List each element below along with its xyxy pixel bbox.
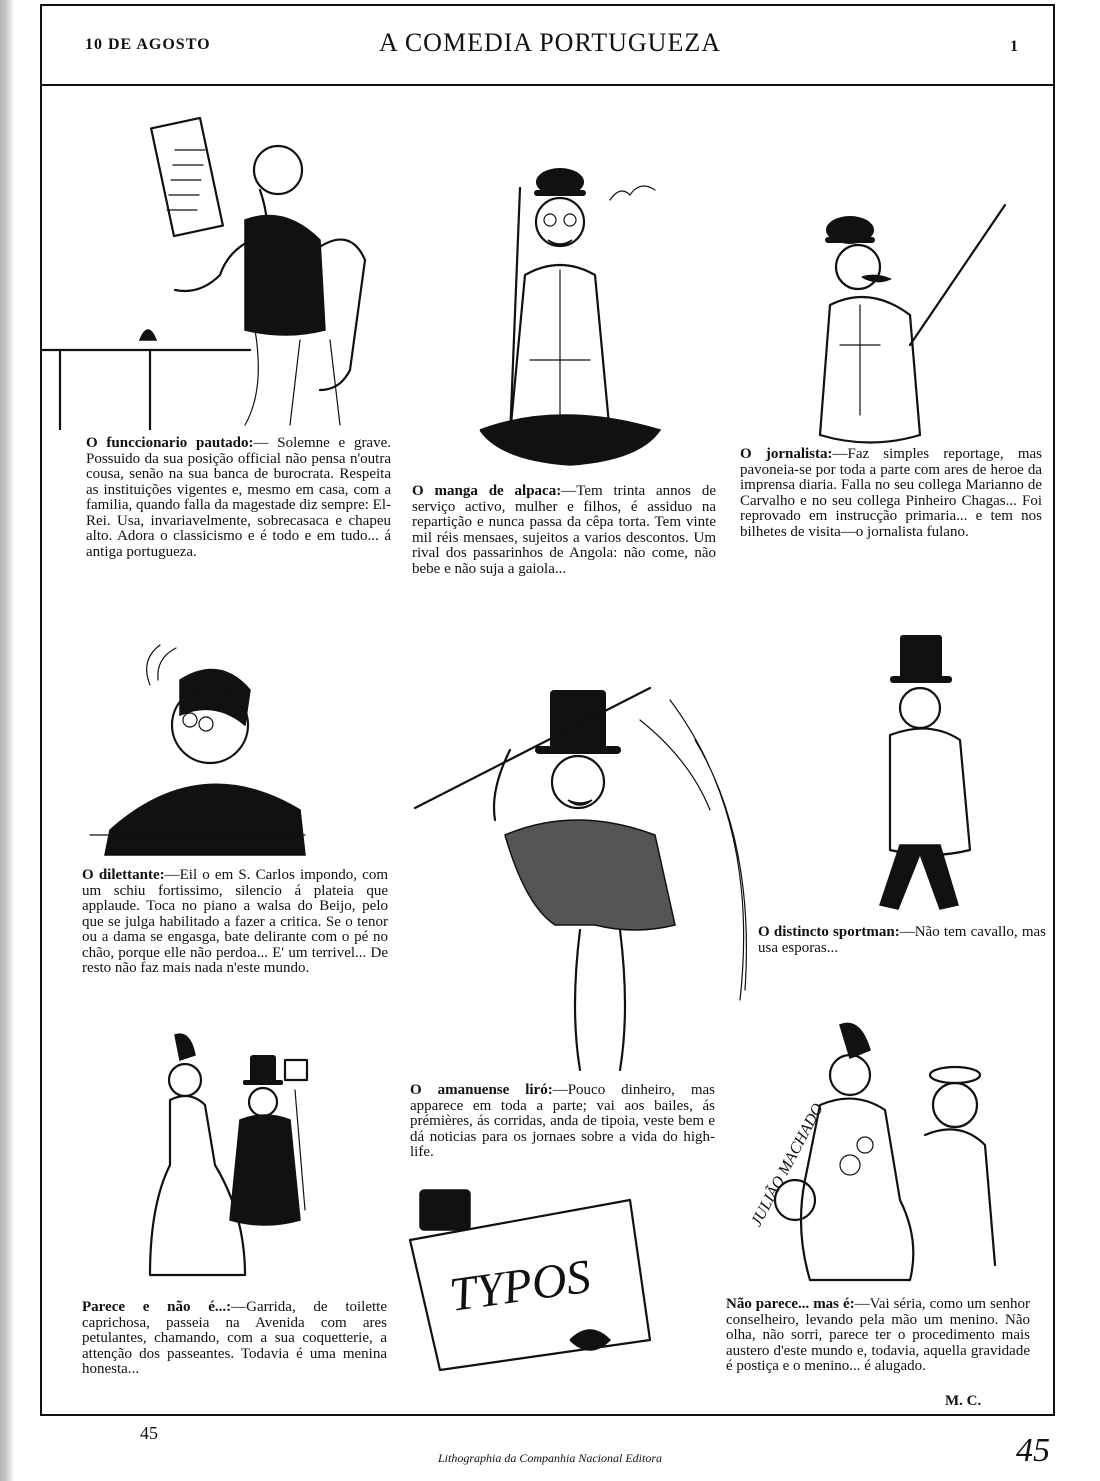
scan-edge-shadow <box>0 0 14 1481</box>
caption-lead: Não parece... mas é: <box>726 1296 855 1312</box>
caption-text: —Vai séria, como um senhor conselheiro, levando pela mão um menino. Não olha, não sorri, parece ter o procedimento mais austero d'este mundo e, todavia, aquella gravidade é postiça e o menino... é alugado. <box>726 1296 1030 1374</box>
caption-lead: Parece e não é...: <box>82 1299 232 1315</box>
caption-text: — Solemne e grave. Possuido da sua posição official não pensa n'outra cousa, senão na sua banca de burocrata. Respeita as instituições vigentes e, mesmo em casa, com a familia, quando falla da magestade diz sempre: El-Rei. Usa, invariavelmente, sobrecasaca e chapeu alto. Adora o classicismo e é todo e em tudo... á antiga portugueza. <box>86 435 392 560</box>
caption-lead: O manga de alpaca: <box>412 483 562 499</box>
printer-imprint: Lithographia da Companhia Nacional Editora <box>437 1451 662 1465</box>
issue-date: 10 DE AGOSTO <box>85 36 211 53</box>
artist-signature: JULIÃO MACHADO <box>747 1100 828 1230</box>
caption-lead: O amanuense liró: <box>410 1082 553 1098</box>
caption-funccionario <box>86 436 391 560</box>
footer-page-number: 45 <box>140 1423 158 1443</box>
caption-parece-e-nao-e <box>82 1300 387 1378</box>
handwritten-number: 45 <box>1016 1432 1050 1469</box>
caption-text: —Faz simples reportage, mas pavoneia-se por toda a parte com ares de heroe da imprensa diaria. Falla no seu collega Marianno de Carvalho e no seu collega Pinheiro Chagas... Foi reprovado em instrucção primaria... e tem nos bilhetes de visita—o jornalista fulano. <box>740 446 1042 540</box>
typos-label: TYPOS <box>446 1249 594 1322</box>
caption-text: —Eil o em S. Carlos impondo, com um schiu fortissimo, silencio á plateia que applaude. Toca no piano a walsa do Beijo, pelo que se julga habilitado a fazer a critica. Se o tenor ou a dama se engasga, bate delirante com o pé no chão, porque elle não perdoa... E' um terrivel... De resto não faz mais nada n'este mundo. <box>82 867 388 976</box>
caption-text: —Pouco dinheiro, mas apparece em toda a parte; vai aos bailes, ás prémières, ás corridas, anda de tipoia, veste bem e dá noticias para os jornaes sobre a vida do high-life. <box>410 1082 715 1160</box>
caption-text: —Garrida, de toilette caprichosa, passeia na Avenida com ares petulantes, chamando, com a sua coquetterie, a attenção dos passeantes. Todavia é uma menina honesta... <box>82 1299 387 1377</box>
illustration-amanuense <box>410 660 770 1080</box>
caption-text: —Tem trinta annos de serviço activo, mulher e filhos, é assiduo na repartição e nunca passa da cêpa torta. Tem vinte mil réis mensaes, sujeitos a varios descontos. Um rival dos passarinhos de Angola: não come, não bebe e não suja a gaiola... <box>412 483 717 577</box>
illustration-manga-de-alpaca <box>460 160 680 480</box>
caption-lead: O dilettante: <box>82 867 165 883</box>
caption-lead: O funccionario pautado: <box>86 435 254 451</box>
caption-text: —Não tem cavallo, mas usa esporas... <box>758 924 1046 956</box>
caption-nao-parece-mas-e <box>726 1297 1030 1375</box>
caption-dilettante <box>82 868 388 977</box>
caption-jornalista <box>740 447 1042 540</box>
illustration-sportman <box>860 630 990 920</box>
caption-lead: O jornalista: <box>740 446 833 462</box>
header-page-number: 1 <box>1010 38 1018 55</box>
header-rule <box>40 84 1055 86</box>
illustration-funccionario <box>40 110 400 430</box>
illustration-nao-parece-mas-e <box>740 1015 1020 1285</box>
illustration-jornalista <box>800 195 1020 445</box>
caption-lead: O distincto sportman: <box>758 924 900 940</box>
illustration-typos-sign <box>400 1170 660 1390</box>
caption-amanuense <box>410 1083 715 1161</box>
caption-sportman <box>758 925 1046 956</box>
illustration-dilettante <box>80 640 310 870</box>
caption-manga-de-alpaca <box>412 484 716 577</box>
author-signature: M. C. <box>945 1393 982 1409</box>
masthead-title: A COMEDIA PORTUGUEZA <box>378 28 721 57</box>
illustration-parece-e-nao-e <box>130 1030 350 1290</box>
